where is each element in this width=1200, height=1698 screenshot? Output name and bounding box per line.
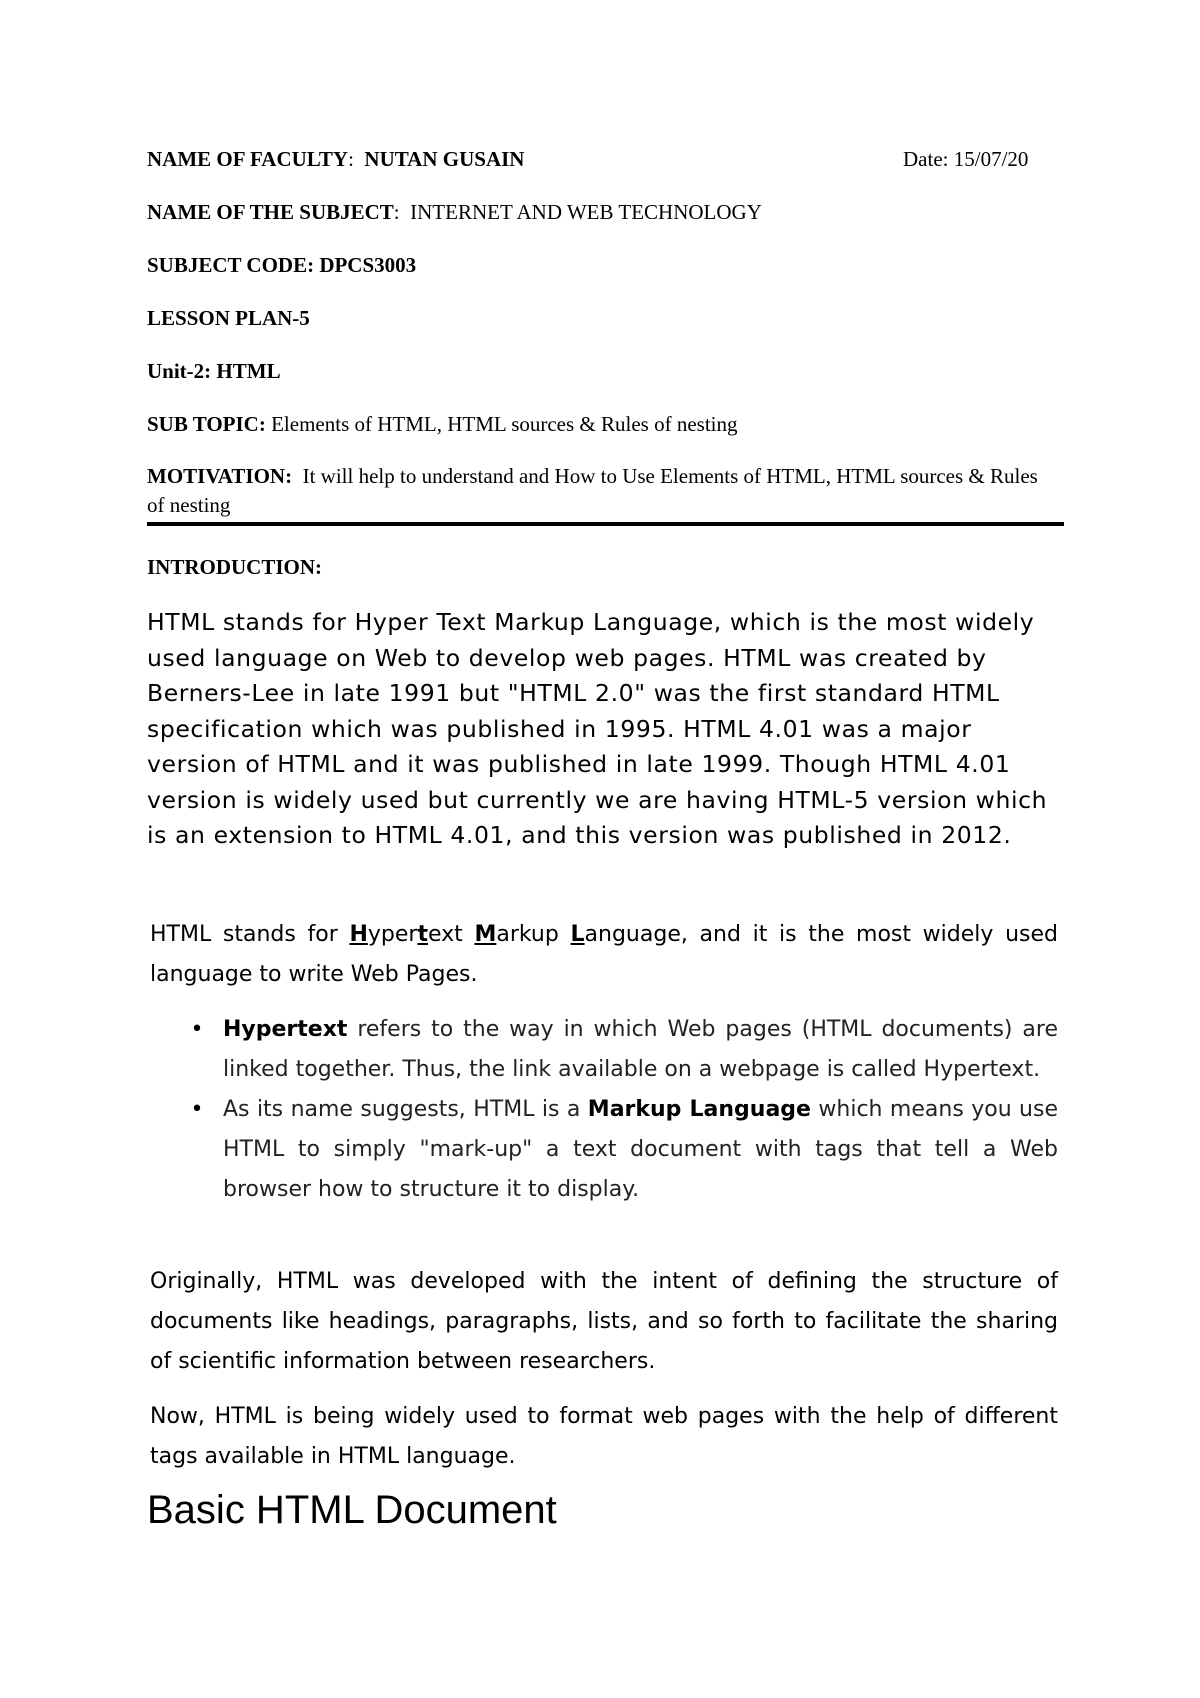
definition-paragraph xyxy=(150,915,1058,995)
definition-t-letter: t xyxy=(417,922,428,947)
faculty-line xyxy=(147,147,524,172)
definition-yper: yper xyxy=(367,922,418,947)
introduction-paragraph: HTML stands for Hyper Text Markup Language, which is the most widely used language on Web to develop web pages. HTML was created by Berners-Lee in late 1991 but "HTML 2.0" was the first standard HTML specification which was published in 1995. HTML 4.01 was a major version of HTML and it was published in late 1999. Though HTML 4.01 version is widely used but currently we are having HTML-5 version which is an extension to HTML 4.01, and this version was published in 2012. xyxy=(147,608,1048,849)
bullet-text-after: refers to the way in which Web pages (HTML documents) are linked together. Thus, the link available on a webpage is called Hypertext. xyxy=(223,1017,1058,1082)
faculty-label: NAME OF FACULTY xyxy=(147,147,349,171)
subject-value: INTERNET AND WEB TECHNOLOGY xyxy=(410,200,762,224)
subject-code-line xyxy=(147,253,416,278)
faculty-value: NUTAN GUSAIN xyxy=(364,147,525,171)
definition-suffix: , and it is the most widely used language to write Web Pages. xyxy=(150,922,1058,987)
introduction-heading xyxy=(147,555,322,580)
date-value: 15/07/20 xyxy=(953,147,1029,171)
introduction-heading-text: INTRODUCTION: xyxy=(147,555,323,579)
unit: Unit-2: HTML xyxy=(147,359,281,383)
bullet-text-after: which means you use HTML to simply "mark-up" a text document with tags that tell a Web browser how to structure it to display. xyxy=(223,1097,1059,1202)
section-title: Basic HTML Document xyxy=(147,1488,557,1532)
list-item xyxy=(187,1090,1058,1210)
lesson-plan-line xyxy=(147,306,310,331)
list-item xyxy=(187,1010,1058,1090)
bullet-bold-term: Markup Language xyxy=(587,1097,811,1122)
horizontal-divider xyxy=(147,522,1064,526)
bullet-text-before: As its name suggests, HTML is a xyxy=(223,1097,588,1122)
faculty-separator: : xyxy=(348,147,354,171)
subtopic-line xyxy=(147,412,738,437)
subject-line xyxy=(147,200,762,225)
definition-l-letter: L xyxy=(570,922,585,947)
subtopic-value: Elements of HTML, HTML sources & Rules of nesting xyxy=(271,412,738,436)
date-line xyxy=(903,147,1028,172)
originally-paragraph: Originally, HTML was developed with the intent of defining the structure of documents like headings, paragraphs, lists, and so forth to facilitate the sharing of scientific information between researchers. xyxy=(150,1269,1058,1374)
definition-arkup: arkup xyxy=(496,922,571,947)
subtopic-label: SUB TOPIC: xyxy=(147,412,266,436)
definition-prefix: HTML stands for xyxy=(150,922,350,947)
bullet-icon: • xyxy=(190,1017,204,1042)
subject-code: SUBJECT CODE: DPCS3003 xyxy=(147,253,417,277)
lesson-plan: LESSON PLAN-5 xyxy=(147,306,310,330)
definition-anguage: anguage xyxy=(584,922,681,947)
definition-h-letter: H xyxy=(349,922,368,947)
date-label: Date: xyxy=(903,147,949,171)
motivation-label: MOTIVATION: xyxy=(147,464,293,488)
motivation-value: It will help to understand and How to Use Elements of HTML, HTML sources & Rules of nesting xyxy=(147,464,1038,517)
definition-ext: ext xyxy=(427,922,475,947)
bullet-bold-term: Hypertext xyxy=(223,1017,348,1042)
motivation-block xyxy=(147,462,1047,520)
bullet-icon: • xyxy=(190,1097,204,1122)
unit-line xyxy=(147,359,281,384)
definition-bullet-list xyxy=(187,1010,1058,1210)
now-paragraph: Now, HTML is being widely used to format web pages with the help of different tags available in HTML language. xyxy=(150,1404,1058,1469)
definition-m-letter: M xyxy=(474,922,497,947)
subject-separator: : xyxy=(393,200,400,224)
subject-label: NAME OF THE SUBJECT xyxy=(147,200,394,224)
